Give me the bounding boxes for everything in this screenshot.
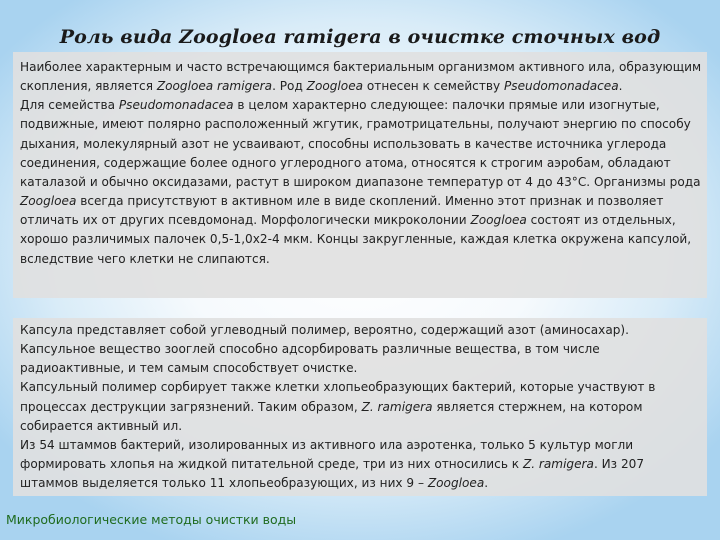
genus-name: Zoogloea <box>306 79 364 94</box>
slide-title: Роль вида Zoogloea ramigera в очистке сточных вод <box>59 26 661 48</box>
species-name: Zoogloea ramigera <box>156 79 273 94</box>
text-block-top <box>20 58 704 269</box>
species-name: Z. ramigera <box>522 457 594 472</box>
genus-name: Zoogloea <box>427 476 485 491</box>
paragraph-genus-intro: Наиболее характерным и часто встречающимся бактериальным организмом активного ила, образующим скопления, является Zoogloea ramigera. Род Zoogloea отнесен к семейству Pseudomonadacea. <box>20 60 702 94</box>
paragraph-strains: Из 54 штаммов бактерий, изолированных из активного ила аэротенка, только 5 культур могли формировать хлопья на жидкой питательной среде, три из них относились к Z. ramigera. Из 207 штаммов выделяется только 11 хлопьеобразующих, из них 9 – Zoogloea. <box>20 437 645 491</box>
family-name: Pseudomonadacea <box>504 79 619 94</box>
slide-footer: Микробиологические методы очистки воды <box>6 512 297 527</box>
paragraph-family-traits: Для семейства Pseudomonadacea в целом характерно следующее: палочки прямые или изогнутые, подвижные, имеют полярно расположенный жгутик, грамотрицательны, получают энергию по способу дыхания, молекулярный азот не усваивают, способны использовать в качестве источника углерода соединения, содержащие более одного углеродного атома, относятся к строгим аэробам, обладают каталазой и обычно оксидазами, растут в широком диапазоне температур от 4 до 43°C. Организмы рода Zoogloea всегда присутствуют в активном иле в виде скоплений. Именно этот признак и позволяет отличать их от других псевдомонад. Морфологически микроколонии Zoogloea состоят из отдельных, хорошо различимых палочек 0,5-1,0х2-4 мкм. Концы закругленные, каждая клетка окружена капсулой, вследствие чего клетки не слипаются. <box>20 98 701 266</box>
genus-name: Zoogloea <box>20 194 77 209</box>
species-name: Z. ramigera <box>361 399 433 414</box>
text-block-bottom <box>20 321 704 493</box>
genus-name: Zoogloea <box>470 213 527 228</box>
family-name: Pseudomonadacea <box>118 98 234 113</box>
paragraph-capsule: Капсула представляет собой углеводный полимер, вероятно, содержащий азот (аминосахар). Капсульное вещество зооглей способно адсорбировать различные вещества, в том числе радиоактивные, и тем самым способствует очистке. <box>20 323 629 376</box>
paragraph-capsule-polymer: Капсульный полимер сорбирует также клетки хлопьеобразующих бактерий, которые участвуют в процессах деструкции загрязнений. Таким образом, Z. ramigera является стержнем, на котором собирается активный ил. <box>20 380 656 433</box>
